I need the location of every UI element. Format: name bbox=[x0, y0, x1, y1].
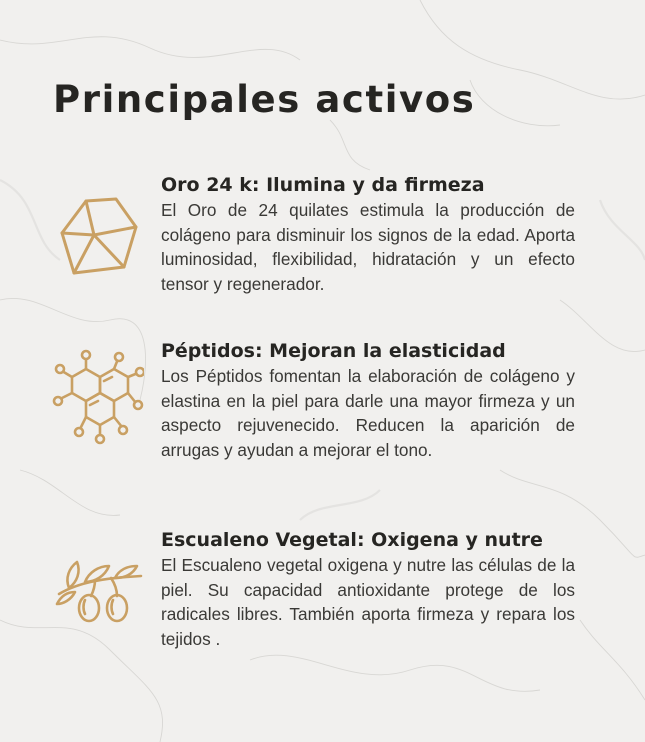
ingredient-description: El Oro de 24 quilates estimula la producción de colágeno para disminuir los signos de la edad. Aporta luminosidad, flexibilidad, hidratación y un efecto tensor y regenerador. bbox=[161, 200, 575, 294]
olive-branch-icon bbox=[55, 542, 145, 632]
crystal-gold-icon bbox=[56, 193, 142, 279]
page-title: Principales activos bbox=[53, 78, 476, 121]
molecule-icon bbox=[52, 347, 144, 447]
ingredient-heading: Péptidos: Mejoran la elasticidad bbox=[161, 340, 506, 362]
ingredient-description: El Escualeno vegetal oxigena y nutre las células de la piel. Su capacidad antioxidante protege de los radicales libres. También aporta firmeza y repara los tejidos . bbox=[161, 555, 575, 649]
ingredient-description: Los Péptidos fomentan la elaboración de colágeno y elastina en la piel para darle una mayor firmeza y un aspecto rejuvenecido. Reducen la aparición de arrugas y ayudan a mejorar el tono. bbox=[161, 366, 575, 460]
ingredient-heading: Escualeno Vegetal: Oxigena y nutre bbox=[161, 529, 543, 551]
ingredient-heading: Oro 24 k: Ilumina y da firmeza bbox=[161, 174, 485, 196]
